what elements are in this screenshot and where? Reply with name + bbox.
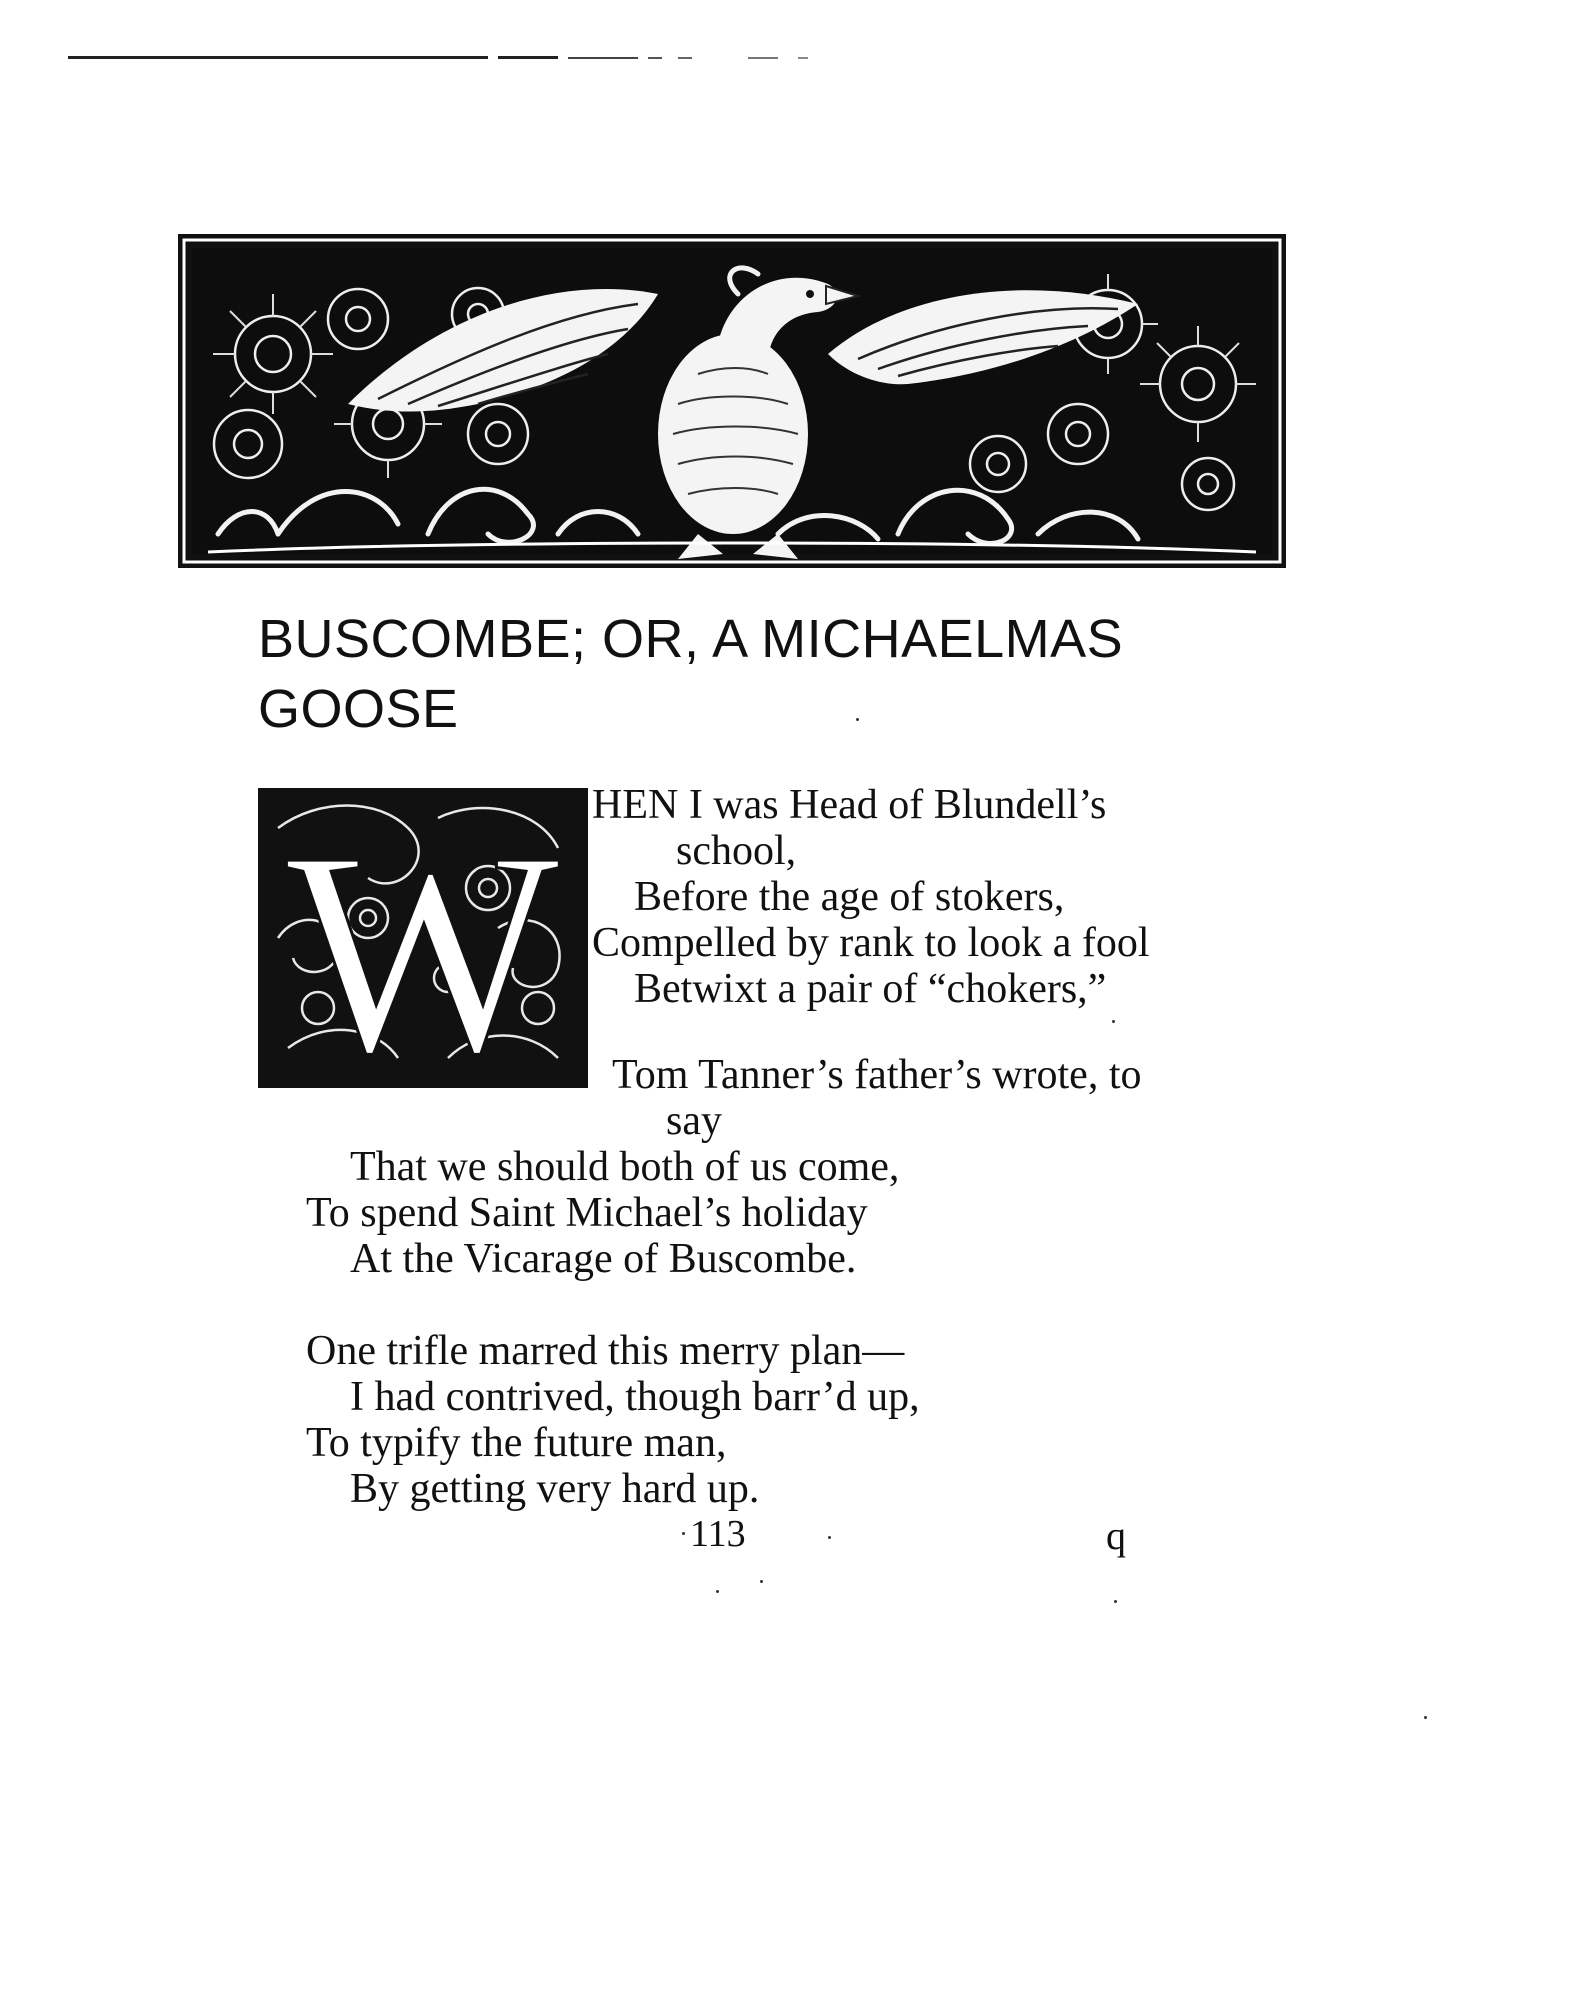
poem-title-line-2: GOOSE <box>258 679 459 739</box>
stanza-2-line-2: say <box>666 1098 722 1144</box>
scan-speck <box>682 1532 685 1535</box>
stanza-2-line-1: Tom Tanner’s father’s wrote, to <box>612 1052 1142 1098</box>
poem-title-line-1: BUSCOMBE; OR, A MICHAELMAS <box>258 609 1124 669</box>
stanza-1-line-5: Betwixt a pair of “chokers,” <box>634 966 1107 1012</box>
stanza-1-line-2: school, <box>676 828 797 874</box>
stanza-1-line-3: Before the age of stokers, <box>634 874 1065 920</box>
floral-dropcap-icon <box>258 788 588 1088</box>
scan-speck <box>760 1580 763 1583</box>
stanza-1-line-4: Compelled by rank to look a fool <box>592 920 1150 966</box>
signature-mark: q <box>1106 1513 1126 1558</box>
scan-speck <box>1114 1600 1117 1603</box>
page-number: 113 <box>690 1513 746 1555</box>
stanza-3-line-2: I had contrived, though barr’d up, <box>350 1374 920 1420</box>
goose-woodcut-headpiece-icon <box>178 234 1286 568</box>
stanza-3-line-3: To typify the future man, <box>306 1420 727 1466</box>
stanza-3-line-4: By getting very hard up. <box>350 1466 760 1512</box>
stanza-1-line-1: HEN I was Head of Blundell’s <box>592 782 1107 828</box>
scan-speck <box>828 1536 831 1539</box>
poem-title <box>258 604 1338 744</box>
scan-speck <box>716 1590 719 1593</box>
dropcap-letter: W <box>286 792 560 1088</box>
stanza-2-line-3: That we should both of us come, <box>350 1144 900 1190</box>
stanza-2-line-5: At the Vicarage of Buscombe. <box>350 1236 857 1282</box>
stanza-3-line-1: One trifle marred this merry plan— <box>306 1328 905 1374</box>
top-rule <box>68 56 888 60</box>
scan-speck <box>1112 1020 1115 1023</box>
scan-speck <box>856 718 859 721</box>
stanza-2-line-4: To spend Saint Michael’s holiday <box>306 1190 868 1236</box>
scan-speck <box>1424 1716 1427 1719</box>
